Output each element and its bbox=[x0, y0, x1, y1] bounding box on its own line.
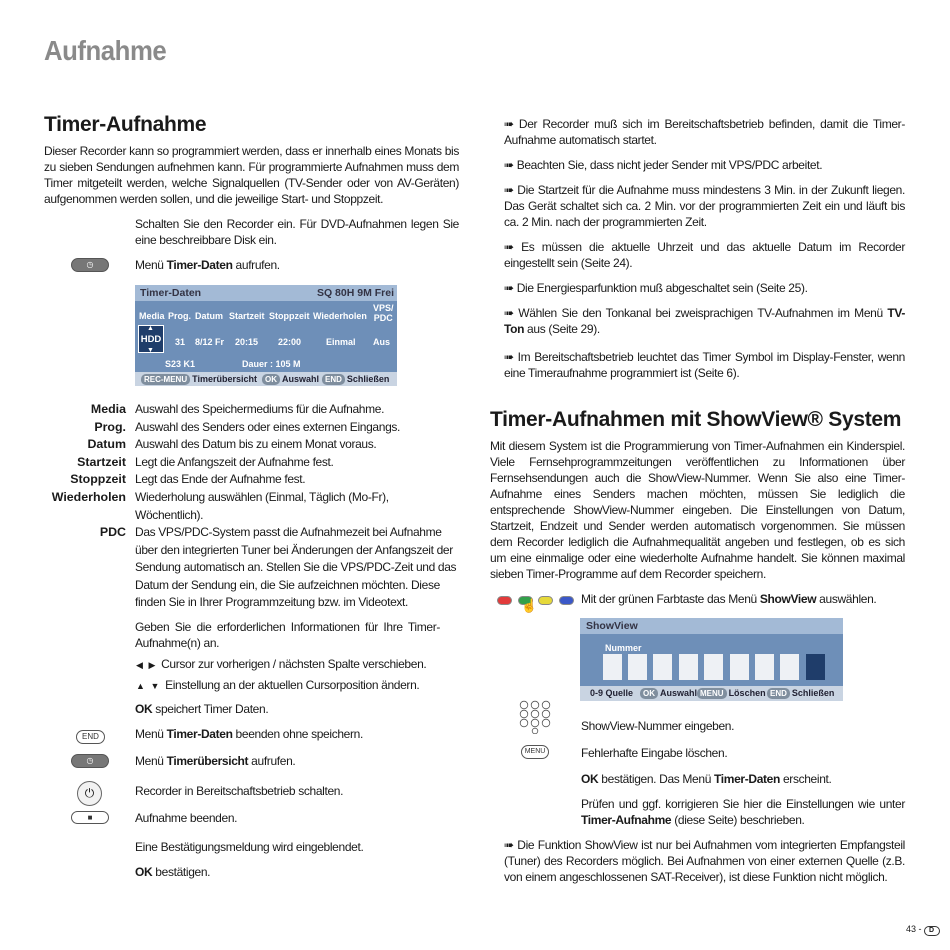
check-text bbox=[581, 796, 905, 828]
enter-number-text: ShowView-Nummer eingeben. bbox=[581, 719, 735, 733]
page-title: Aufnahme bbox=[44, 35, 167, 66]
text: auswählen. bbox=[816, 592, 877, 606]
up-arrow-icon: ▲ bbox=[136, 681, 145, 691]
ok-confirm-showview bbox=[581, 771, 832, 787]
showview-panel-title: ShowView bbox=[586, 620, 638, 632]
text-bold: Timer-Daten bbox=[166, 258, 233, 272]
footer-label: Timerübersicht bbox=[192, 374, 257, 384]
arrow-icon: ➠ bbox=[504, 117, 519, 131]
vps-value: Aus bbox=[373, 337, 391, 347]
digit-box[interactable] bbox=[628, 654, 647, 680]
date-value: 8/12 Fr bbox=[195, 337, 225, 347]
step-switch-on: Schalten Sie den Recorder ein. Für DVD-Aufnahmen legen Sie eine beschreibbare Disk ein. bbox=[135, 217, 459, 247]
text-bold: OK bbox=[135, 702, 153, 716]
start-value: 20:15 bbox=[235, 337, 259, 347]
col-vps bbox=[373, 303, 394, 323]
def-term-media: Media bbox=[90, 402, 126, 416]
text: erscheint. bbox=[779, 772, 832, 786]
arrow-icon: ➠ bbox=[504, 183, 518, 197]
note-text: Im Bereitschaftsbetrieb leuchtet das Timer Symbol im Display-Fenster, wenn eine Timeraufnahme programmiert ist (Seite 6). bbox=[504, 350, 905, 380]
def-term-start: Startzeit bbox=[77, 455, 126, 469]
hand-pointer-icon: ☝ bbox=[521, 598, 538, 613]
ok-key: OK bbox=[262, 374, 280, 385]
digit-box[interactable] bbox=[653, 654, 672, 680]
col-date: Datum bbox=[195, 311, 224, 321]
cursor-lr-text: Cursor zur vorherigen / nächsten Spalte verschieben. bbox=[161, 657, 427, 671]
timer-panel-status: SQ 80H 9M Frei bbox=[316, 287, 394, 299]
def-desc-date: Auswahl des Datum bis zu einem Monat voraus. bbox=[135, 437, 377, 451]
yellow-key-icon bbox=[538, 596, 553, 605]
digit-box-active[interactable] bbox=[806, 654, 825, 680]
footer-item-ok bbox=[640, 686, 697, 701]
def-desc-repeat: Wiederholung auswählen (Einmal, Täglich (Mo-Fr), Wöchentlich). bbox=[135, 490, 389, 522]
text: bestätigen. Das Menü bbox=[598, 772, 715, 786]
stop-rec-text: Aufnahme beenden. bbox=[135, 811, 238, 825]
text: aufrufen. bbox=[232, 258, 280, 272]
step-open-timer bbox=[135, 257, 280, 273]
footer-item-end bbox=[322, 372, 389, 386]
stop-icon: ■ bbox=[87, 813, 93, 822]
overview-row bbox=[135, 753, 295, 769]
green-key-row bbox=[581, 591, 876, 607]
def-term-stop: Stoppzeit bbox=[70, 472, 126, 486]
up-arrow-icon: ▲ bbox=[147, 325, 154, 332]
digit-box[interactable] bbox=[603, 654, 622, 680]
delete-text: Fehlerhafte Eingabe löschen. bbox=[581, 746, 728, 760]
timer-heading: Timer-Aufnahme bbox=[44, 113, 207, 136]
arrow-icon: ➠ bbox=[504, 350, 518, 364]
digit-box[interactable] bbox=[704, 654, 723, 680]
showview-panel-footer bbox=[580, 686, 843, 701]
channel-value: S23 K1 bbox=[165, 359, 196, 369]
note-text: Beachten Sie, dass nicht jeder Sender mit VPS/PDC arbeitet. bbox=[516, 158, 823, 172]
col-stop: Stoppzeit bbox=[269, 311, 310, 321]
footer-item-digits bbox=[590, 686, 633, 701]
text-bold: Timer-Aufnahme bbox=[581, 813, 672, 827]
def-desc-start: Legt die Anfangszeit der Aufnahme fest. bbox=[135, 455, 334, 469]
arrow-icon: ➠ bbox=[504, 158, 517, 172]
vps-line-2: PDC bbox=[373, 313, 393, 323]
def-desc-stop: Legt das Ende der Aufnahme fest. bbox=[135, 472, 306, 486]
footer-label: Quelle bbox=[605, 688, 634, 698]
showview-heading: Timer-Aufnahmen mit ShowView® System bbox=[490, 408, 902, 431]
note-starttime bbox=[504, 182, 905, 230]
col-media: Media bbox=[139, 311, 165, 321]
cursor-ud-row bbox=[136, 677, 419, 694]
text-bold: ShowView bbox=[759, 592, 817, 606]
ok-key: OK bbox=[640, 688, 658, 699]
text: speichert Timer Daten. bbox=[152, 702, 269, 716]
stop-value: 22:00 bbox=[278, 337, 302, 347]
page-number-text: 43 - bbox=[906, 924, 922, 934]
menu-key: MENU bbox=[697, 688, 727, 699]
timer-panel-bar bbox=[135, 285, 397, 301]
timer-panel-title: Timer-Daten bbox=[140, 287, 202, 299]
duration-value: Dauer : 105 M bbox=[242, 359, 301, 369]
menu-button: MENU bbox=[521, 745, 549, 759]
def-desc-prog: Auswahl des Senders oder eines externen Eingangs. bbox=[135, 420, 401, 434]
showview-intro: Mit diesem System ist die Programmierung von Timer-Aufnahmen ein Kinderspiel. Viele Fernsehprogrammzeitungen veröffentlichen zu Informationen über Fernsehsendungen auch die ShowView-Nummer. Wenn Sie also eine Timer-Aufnahme eines Senders machen möchten, müssen Sie lediglich die entsprechende ShowView-Nummer eingeben. Die Einstellungen von Datum, Startzeit, Endzeit und Sender werden automatisch vorgenommen. Sie müssen dem Recorder lediglich die Aufnahmequalität angeben und festlegen, ob es sich um eine einmalige oder eine wiederholte Aufnahme handelt. Sie können maximal sieben Timer-Programme auf dem Recorder speichern. bbox=[490, 439, 905, 581]
text: Mit der grünen Farbtaste das Menü bbox=[581, 592, 760, 606]
text-bold: Timer-Daten bbox=[714, 772, 780, 786]
text: Menü bbox=[135, 727, 167, 741]
arrow-icon: ➠ bbox=[504, 240, 522, 254]
digit-box[interactable] bbox=[755, 654, 774, 680]
cursor-lr-row bbox=[136, 656, 426, 673]
end-row bbox=[135, 726, 363, 742]
text: aufrufen. bbox=[248, 754, 296, 768]
footer-label: Auswahl bbox=[282, 374, 320, 384]
def-term-prog: Prog. bbox=[94, 420, 126, 434]
confirm-msg: Eine Bestätigungsmeldung wird eingeblendet. bbox=[135, 840, 364, 854]
cursor-ud-text: Einstellung an der aktuellen Cursorposition ändern. bbox=[165, 678, 420, 692]
text: aus (Seite 29). bbox=[524, 322, 600, 336]
def-term-repeat: Wiederholen bbox=[51, 490, 126, 504]
end-key: END bbox=[767, 688, 790, 699]
stop-button bbox=[71, 811, 109, 824]
clock-icon: ◷ bbox=[86, 260, 94, 269]
note-text: Es müssen die aktuelle Uhrzeit und das aktuelle Datum im Recorder eingestellt sein (Seite 24). bbox=[504, 240, 905, 270]
footer-item-end bbox=[767, 686, 834, 701]
note-standby bbox=[504, 116, 905, 148]
right-arrow-icon: ▶ bbox=[148, 660, 156, 670]
def-desc-media: Auswahl des Speichermediums für die Aufnahme. bbox=[135, 402, 385, 416]
ok-save-row bbox=[135, 701, 268, 717]
final-note bbox=[504, 837, 905, 885]
power-icon: ⏻ bbox=[84, 786, 95, 800]
footer-item-menu bbox=[697, 686, 766, 701]
repeat-value: Einmal bbox=[326, 337, 356, 347]
timer-overview-button bbox=[71, 754, 109, 768]
col-prog: Prog. bbox=[168, 311, 192, 321]
note-text: Die Energiesparfunktion muß abgeschaltet sein (Seite 25). bbox=[516, 281, 808, 295]
digit-box[interactable] bbox=[679, 654, 698, 680]
col-repeat: Wiederholen bbox=[313, 311, 367, 321]
rec-menu-key: REC-MENU bbox=[141, 374, 190, 385]
clock-icon: ◷ bbox=[86, 756, 94, 765]
text: (diese Seite) beschrieben. bbox=[671, 813, 805, 827]
media-selector[interactable] bbox=[138, 325, 164, 353]
note-text: Der Recorder muß sich im Bereitschaftsbetrieb befinden, damit die Timer-Aufnahme automatisch startet. bbox=[504, 117, 905, 147]
def-term-date: Datum bbox=[87, 437, 126, 451]
timer-intro: Dieser Recorder kann so programmiert werden, dass er innerhalb eines Monats bis zu sieben Sendungen aufnehmen kann. Für programmierte Aufnahmen muss dem Timer mitgeteilt werden, welche Signalquellen (TV-Sender oder von AV-Geräten) aufgenommen werden sollen, und die jeweilige Start- und Stoppzeit. bbox=[44, 144, 459, 206]
footer-label: Schließen bbox=[346, 374, 390, 384]
info-text: Geben Sie die erforderlichen Informationen für Ihre Timer-Aufnahme(n) an. bbox=[135, 620, 440, 650]
text: beenden ohne speichern. bbox=[232, 727, 363, 741]
note-vps bbox=[504, 157, 905, 173]
language-badge: D bbox=[924, 926, 940, 936]
text-bold: Timerübersicht bbox=[166, 754, 249, 768]
end-key: END bbox=[322, 374, 345, 385]
note-timer-symbol bbox=[504, 349, 905, 381]
footer-label: Löschen bbox=[728, 688, 766, 698]
page-number bbox=[906, 921, 940, 937]
text-bold: Timer-Daten bbox=[166, 727, 233, 741]
digits-key: 0-9 bbox=[590, 688, 604, 698]
standby-text: Recorder in Bereitschaftsbetrieb schalten. bbox=[135, 784, 344, 798]
ok-confirm-row bbox=[135, 864, 210, 880]
number-keypad-icon bbox=[518, 700, 552, 734]
left-arrow-icon: ◀ bbox=[136, 660, 143, 670]
note-tonkanal bbox=[504, 305, 905, 337]
footer-label: Auswahl bbox=[660, 688, 698, 698]
red-key-icon bbox=[497, 596, 512, 605]
note-text: Die Startzeit für die Aufnahme muss mindestens 3 Min. in der Zukunft liegen. Das Gerät schaltet sich ca. 2 Min. vor der programmierten Zeit ein und läuft bis ca. 2 Min. nach der programmierten Zeit. bbox=[504, 183, 905, 229]
timer-data-panel bbox=[135, 285, 397, 386]
text: Prüfen und ggf. korrigieren Sie hier die Einstellungen wie unter bbox=[581, 797, 905, 811]
note-clock bbox=[504, 239, 905, 271]
digit-box[interactable] bbox=[730, 654, 749, 680]
arrow-icon: ➠ bbox=[504, 281, 517, 295]
text: bestätigen. bbox=[152, 865, 211, 879]
text: Menü bbox=[135, 754, 167, 768]
digit-box[interactable] bbox=[780, 654, 799, 680]
arrow-icon: ➠ bbox=[504, 306, 519, 320]
def-desc-pdc: Das VPS/PDC-System passt die Aufnahmezeit bei Aufnahme über den integrierten Tuner bei Änderungen der Anfangszeit der Sendung automatisch an. Stellen Sie die VPS/PDC-Zeit und das Datum der Sendung ein, die Sie aufzeichnen möchten. Diese finden Sie in Ihrer Programmzeitung bzw. im Videotext. bbox=[135, 525, 457, 610]
def-term-pdc: PDC bbox=[99, 525, 126, 539]
showview-panel bbox=[580, 618, 843, 701]
blue-key-icon bbox=[559, 596, 574, 605]
text-bold: OK bbox=[135, 865, 153, 879]
note-text: Die Funktion ShowView ist nur bei Aufnahmen vom integrierten Empfangsteil (Tuner) des Recorders möglich. Bei Aufnahmen von einer externen Quelle (z.B. von einem angeschlossenen SAT-Receiver), ist diese Funktion nicht möglich. bbox=[504, 838, 905, 884]
text-bold: OK bbox=[581, 772, 599, 786]
text: Wählen Sie den Tonkanal bei zweisprachigen TV-Aufnahmen im Menü bbox=[518, 306, 888, 320]
text-bold: TV-Ton bbox=[504, 306, 905, 336]
media-value: HDD bbox=[140, 334, 162, 345]
footer-item-ok bbox=[262, 372, 319, 386]
power-button bbox=[77, 781, 102, 806]
col-start: Startzeit bbox=[229, 311, 265, 321]
keypad-svg bbox=[518, 700, 552, 734]
vps-line-1: VPS/ bbox=[373, 303, 394, 313]
footer-item-rec-menu bbox=[141, 372, 257, 386]
text: Menü bbox=[135, 258, 167, 272]
note-energy bbox=[504, 280, 905, 296]
prog-value: 31 bbox=[175, 337, 186, 347]
arrow-icon: ➠ bbox=[504, 838, 518, 852]
showview-number-label: Nummer bbox=[605, 643, 642, 653]
down-arrow-icon: ▼ bbox=[147, 347, 154, 354]
down-arrow-icon: ▼ bbox=[150, 681, 160, 691]
footer-label: Schließen bbox=[791, 688, 835, 698]
end-button: END bbox=[76, 730, 105, 744]
timer-button bbox=[71, 258, 109, 272]
timer-panel-footer bbox=[135, 372, 397, 386]
showview-panel-bar bbox=[580, 618, 843, 634]
